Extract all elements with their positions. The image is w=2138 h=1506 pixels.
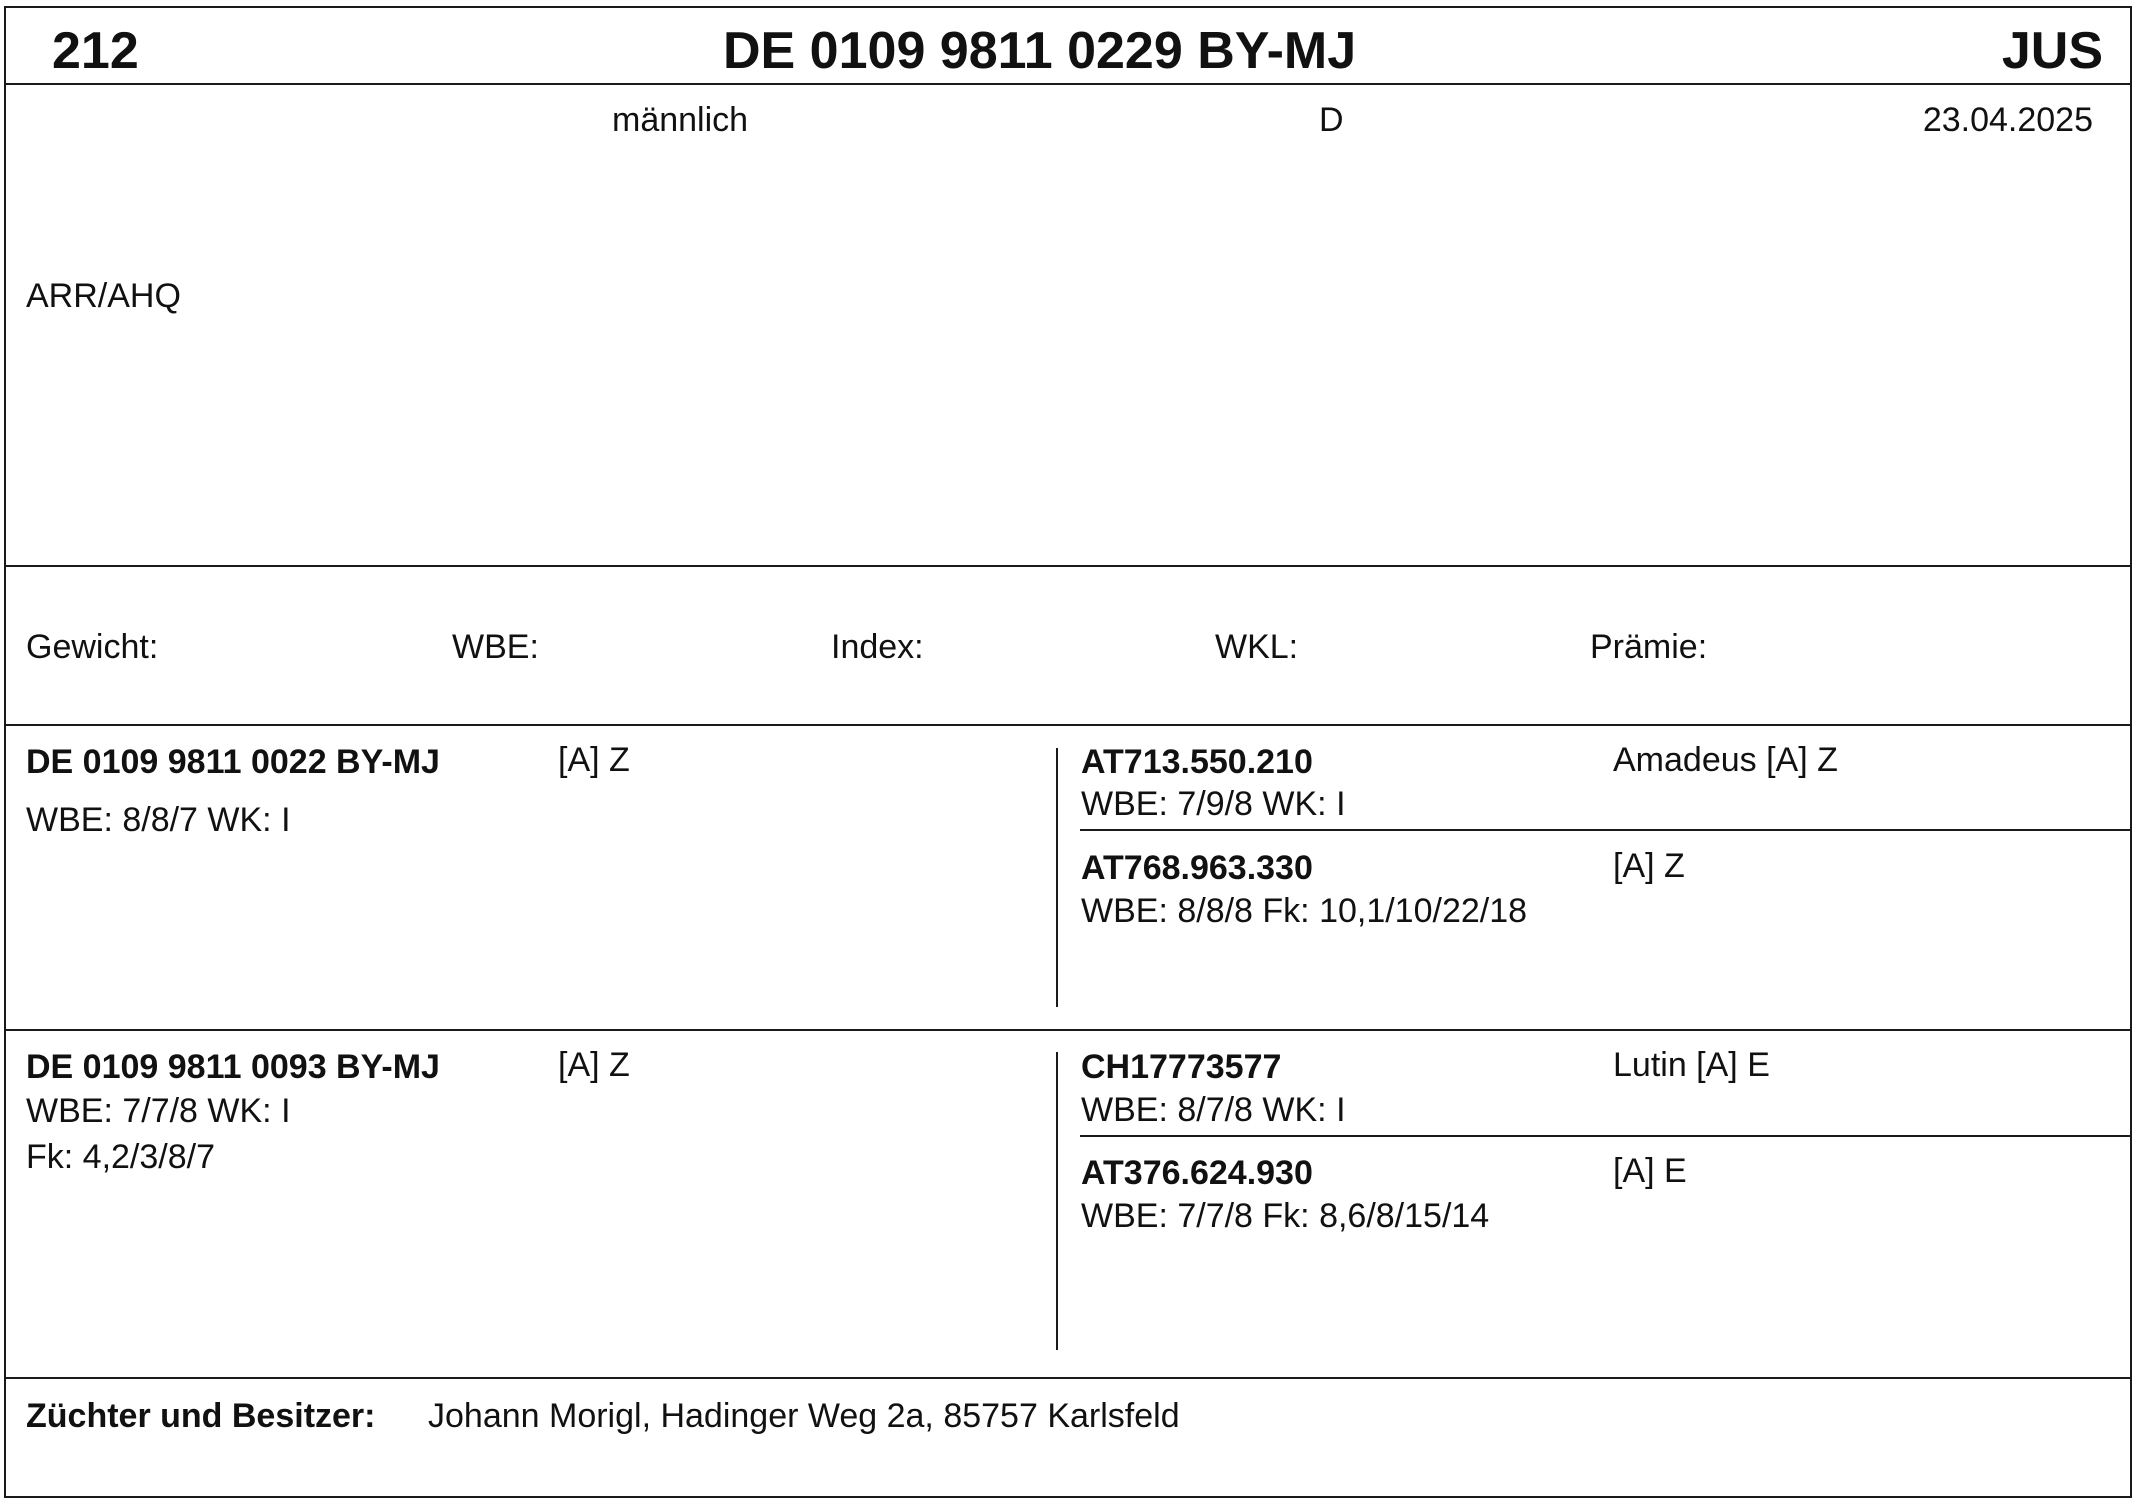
wkl-label: WKL: <box>1215 628 1299 666</box>
dam-fk: Fk: 4,2/3/8/7 <box>26 1138 215 1176</box>
sire-dam-id: AT768.963.330 <box>1081 849 1313 887</box>
sire-block-divider <box>4 1029 2132 1031</box>
dam-dam-id: AT376.624.930 <box>1081 1154 1313 1192</box>
dam-dam-wbe: WBE: 7/7/8 Fk: 8,6/8/15/14 <box>1081 1197 1490 1235</box>
class-letter: D <box>1319 101 1344 139</box>
sire-sire-wbe: WBE: 7/9/8 WK: I <box>1081 785 1346 823</box>
sire-dam-tags: [A] Z <box>1613 847 1685 885</box>
date: 23.04.2025 <box>1922 101 2093 139</box>
sire-sire-tags: Amadeus [A] Z <box>1613 741 1838 779</box>
index-label: Index: <box>831 628 924 666</box>
dam-sire-tags: Lutin [A] E <box>1613 1046 1770 1084</box>
sire-dam-wbe: WBE: 8/8/8 Fk: 10,1/10/22/18 <box>1081 892 1528 930</box>
catalog-number: 212 <box>52 22 139 80</box>
sire-wbe: WBE: 8/8/7 WK: I <box>26 801 291 839</box>
dam-grandparents-divider <box>1080 1135 2132 1137</box>
sire-tags: [A] Z <box>558 741 630 779</box>
footer-divider <box>4 1377 2132 1379</box>
sire-block-column-divider <box>1056 748 1058 1007</box>
wbe-label: WBE: <box>452 628 539 666</box>
dam-dam-tags: [A] E <box>1613 1152 1687 1190</box>
dam-sire-wbe: WBE: 8/7/8 WK: I <box>1081 1091 1346 1129</box>
sire-sire-id: AT713.550.210 <box>1081 743 1313 781</box>
breeder-value: Johann Morigl, Hadinger Weg 2a, 85757 Karlsfeld <box>428 1397 1180 1435</box>
sex: männlich <box>612 101 749 139</box>
praemie-label: Prämie: <box>1590 628 1708 666</box>
info-divider <box>4 565 2132 567</box>
owner-code: JUS <box>2001 22 2103 80</box>
sire-grandparents-divider <box>1080 829 2132 831</box>
dam-block-column-divider <box>1056 1052 1058 1350</box>
dam-sire-id: CH17773577 <box>1081 1048 1282 1086</box>
sire-id: DE 0109 9811 0022 BY-MJ <box>26 743 440 781</box>
dam-tags: [A] Z <box>558 1046 630 1084</box>
weight-label: Gewicht: <box>26 628 159 666</box>
header-divider <box>4 83 2132 85</box>
metrics-divider <box>4 724 2132 726</box>
dam-id: DE 0109 9811 0093 BY-MJ <box>26 1048 440 1086</box>
genotype: ARR/AHQ <box>26 277 181 315</box>
breeder-label: Züchter und Besitzer: <box>26 1397 376 1435</box>
dam-wbe: WBE: 7/7/8 WK: I <box>26 1092 291 1130</box>
animal-id: DE 0109 9811 0229 BY-MJ <box>723 22 1357 80</box>
